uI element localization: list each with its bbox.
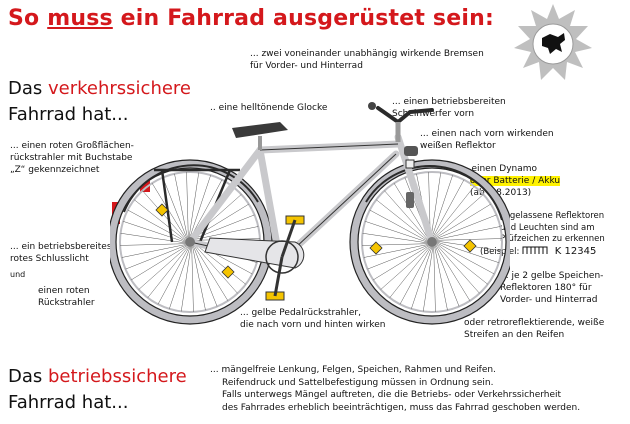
heading-highlight: verkehrssichere (48, 78, 192, 99)
approval-mark-icon (522, 245, 552, 255)
heading-highlight-2: betriebssichere (48, 366, 187, 387)
note-rear-reflector: einen roten Rückstrahler (38, 286, 95, 308)
saddle (232, 122, 288, 138)
note-headlight: ... einen betriebsbereiten Scheinwerfer vorn (392, 97, 506, 119)
dynamo (406, 192, 414, 208)
section-heading-betriebssicher (8, 364, 187, 416)
spoke-reflector-front-2 (464, 240, 476, 252)
note-approved: zugelassene Reflektoren und Leuchten sind am Prüfzeichen zu erkennen (500, 211, 605, 244)
title-suffix: ein Fahrrad ausgerüstet sein: (112, 6, 494, 31)
battery-highlight: oder Batterie / Akku (470, 176, 561, 186)
note-since: (ab 1.8.2013) (470, 188, 532, 198)
heading-line2-2: Fahrrad hat... (8, 392, 129, 413)
heading-line2: Fahrrad hat... (8, 104, 129, 125)
heading-das: Das (8, 78, 48, 99)
example-code: K 12345 (554, 246, 597, 257)
example-label: (Beispiel: (480, 247, 520, 257)
bottom-line-3: Falls unterwegs Mängel auftreten, die die Betriebs- oder Verkehrssicherheit (222, 390, 562, 400)
bottom-line-1: ... mängelfreie Lenkung, Felgen, Speichen, Rahmen und Reifen. (210, 365, 496, 375)
bottom-text (210, 364, 580, 414)
spoke-reflector-front-1 (370, 242, 382, 254)
title-prefix: So (8, 6, 48, 31)
front-reflector (406, 160, 414, 168)
note-brakes: ... zwei voneinander unabhängig wirkende Bremsen für Vorder- und Hinterrad (250, 49, 484, 71)
note-front-reflector: ... einen nach vorn wirkenden weißen Reflektor (420, 129, 554, 151)
page-title (8, 6, 494, 31)
heading-das-2: Das (8, 366, 48, 387)
police-star-badge-icon (512, 4, 594, 86)
note-spokes: ... je 2 gelbe Speichen- Reflektoren 180° für Vorder- und Hinterrad (500, 271, 604, 305)
headlight (404, 146, 418, 156)
note-bell: .. eine helltönende Glocke (210, 103, 328, 113)
bottom-line-4: des Fahrrades erheblich beeinträchtigen, muss das Fahrrad geschoben werden. (222, 402, 581, 413)
spoke-reflector-rear-2 (222, 266, 234, 278)
note-und: und (10, 270, 26, 279)
note-dynamo: ... einen Dynamo (460, 164, 538, 174)
bell (368, 102, 376, 110)
note-rear-light: ... ein betriebsbereites rotes Schlusslicht (10, 242, 112, 264)
bicycle-illustration (110, 92, 510, 352)
note-reflector-z: ... einen roten Großflächen- rückstrahler mit Buchstabe „Z“ gekennzeichnet (10, 141, 134, 175)
note-pedal: ... gelbe Pedalrückstrahler, die nach vorn und hinten wirken (240, 308, 386, 330)
bottom-line-2: Reifendruck und Sattelbefestigung müssen in Ordnung sein. (222, 377, 494, 388)
note-retro: oder retroreflektierende, weiße Streifen an den Reifen (464, 318, 605, 340)
title-must: muss (47, 6, 113, 31)
